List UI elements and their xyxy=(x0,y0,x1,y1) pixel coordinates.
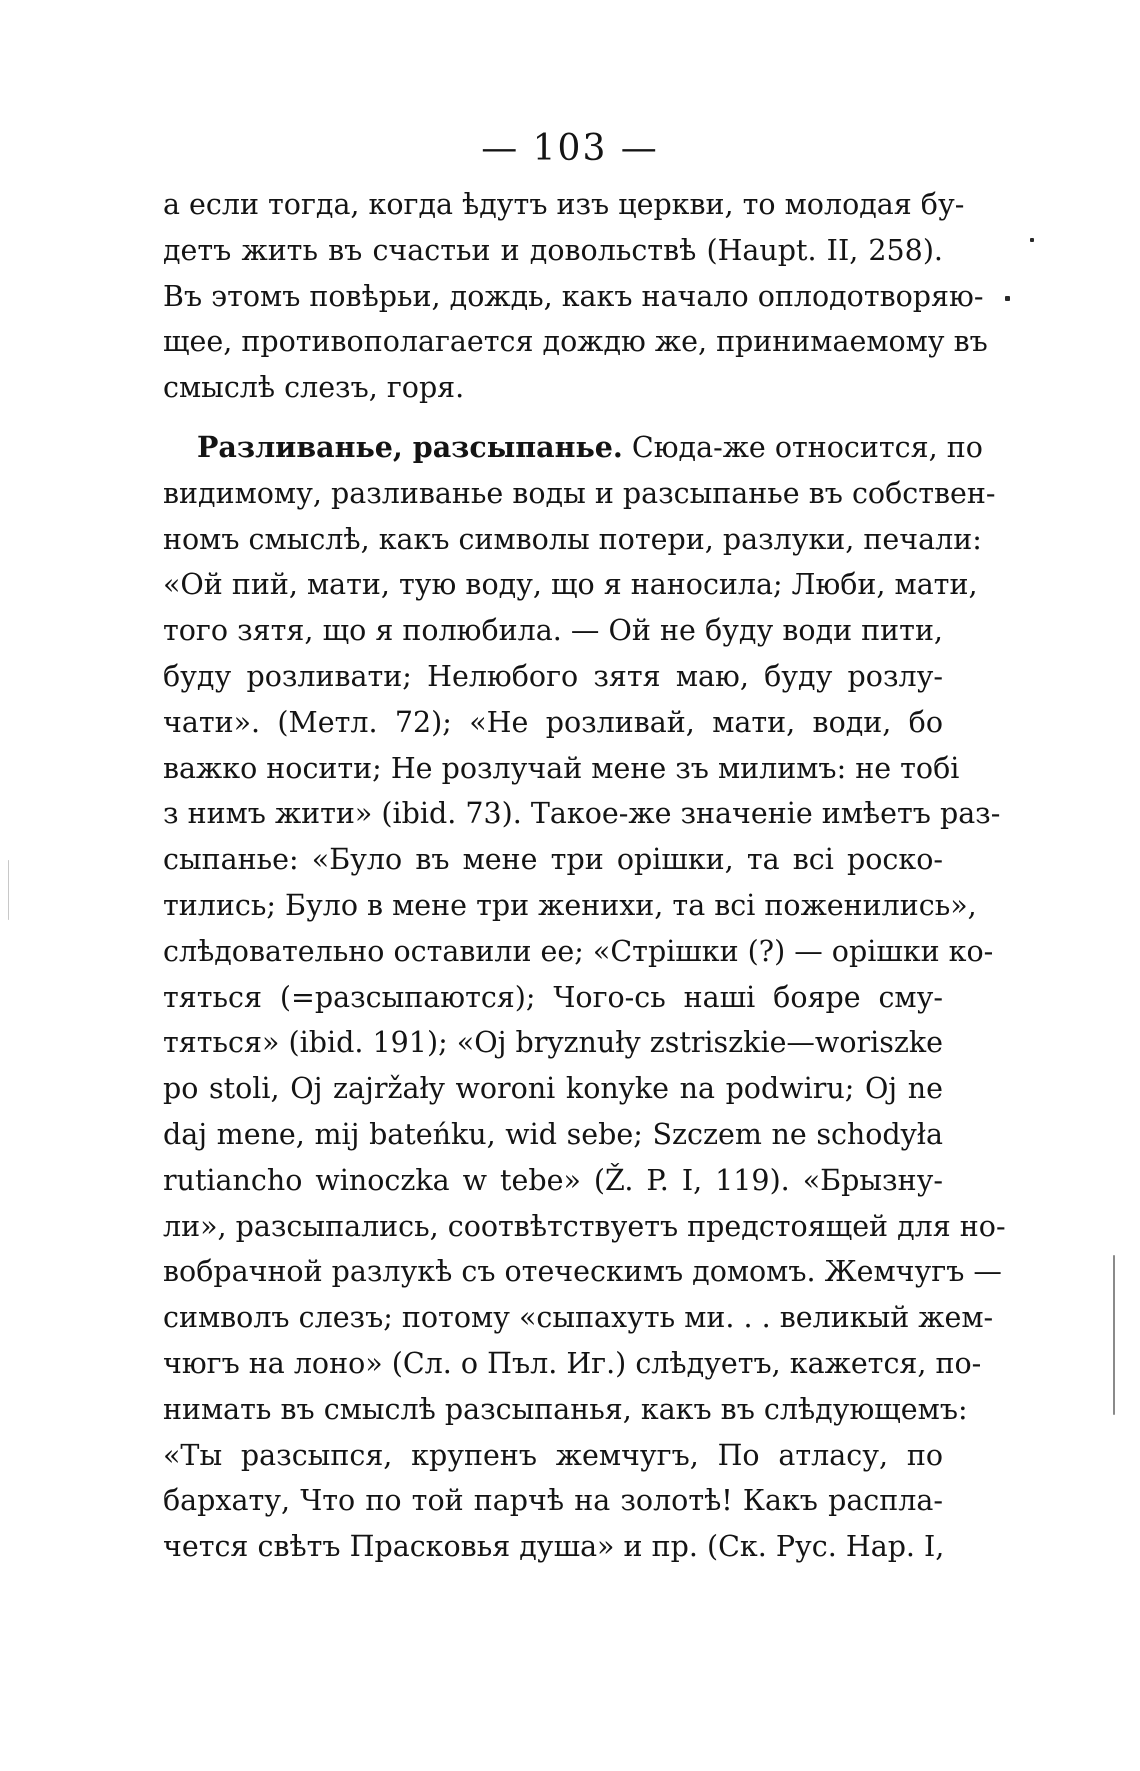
page-number: — 103 — xyxy=(481,128,659,169)
text-line: буду розливати; Нелюбого зятя маю, буду розлу- xyxy=(163,659,943,693)
heading-line-rest: Сюда-же относится, по xyxy=(622,430,983,464)
scan-mark xyxy=(1113,1255,1115,1415)
paragraph-2 xyxy=(163,425,1006,1570)
scan-mark xyxy=(1005,296,1010,301)
text-line: чати». (Метл. 72); «Не розливай, мати, води, бо xyxy=(163,705,943,739)
text-line: rutiancho winoczka w tebe» (Ž. P. I, 119). «Брызну- xyxy=(163,1163,943,1197)
text-line: номъ смыслѣ, какъ символы потери, разлуки, печали: xyxy=(163,522,982,556)
text-line: тились; Було в мене три женихи, та всі поженились», xyxy=(163,888,977,922)
text-line: вобрачной разлукѣ съ отеческимъ домомъ. Жемчугъ — xyxy=(163,1255,1002,1289)
text-line: «Ты разсыпся, крупенъ жемчугъ, По атласу, по xyxy=(163,1438,943,1472)
text-line: ли», разсыпались, соотвѣтствуетъ предстоящей для но- xyxy=(163,1209,1006,1243)
text-line: того зятя, що я полюбила. — Ой не буду води пити, xyxy=(163,614,943,648)
text-line: чюгъ на лоно» (Сл. о Пъл. Иг.) слѣдуетъ, кажется, по- xyxy=(163,1346,982,1380)
text-line: смыслѣ слезъ, горя. xyxy=(163,371,465,405)
text-line: тяться (=разсыпаются); Чого-сь наші бояре сму- xyxy=(163,980,943,1014)
section-heading: Разливанье, разсыпанье. xyxy=(197,429,623,464)
text-line: видимому, разливанье воды и разсыпанье въ собствен- xyxy=(163,476,996,510)
text-line: нимать въ смыслѣ разсыпанья, какъ въ слѣдующемъ: xyxy=(163,1392,968,1426)
text-line: бархату, Что по той парчѣ на золотѣ! Какъ распла- xyxy=(163,1484,943,1518)
text-line: символъ слезъ; потому «сыпахуть ми. . . великый жем- xyxy=(163,1301,994,1335)
text-line: слѣдовательно оставили ее; «Стрішки (?) — орішки ко- xyxy=(163,934,994,968)
text-line-first xyxy=(163,425,983,471)
text-line: важко носити; Не розлучай мене зъ милимъ: не тобі xyxy=(163,751,960,785)
text-line: «Ой пий, мати, тую воду, що я наносила; Люби, мати, xyxy=(163,568,978,602)
scan-mark xyxy=(8,860,9,920)
text-line: сыпанье: «Було въ мене три орішки, та всі роско- xyxy=(163,843,943,877)
text-line: daj mene, mij bateńku, wid sebe; Szczem ne schodyła xyxy=(163,1117,943,1151)
text-line: з нимъ жити» (ibid. 73). Такое-же значеніе имѣетъ раз- xyxy=(163,797,1001,831)
text-line: po stoli, Oj zajržały woroni konyke na podwiru; Oj ne xyxy=(163,1072,943,1106)
text-line: чется свѣтъ Прасковья душа» и пр. (Ск. Рус. Нар. I, xyxy=(163,1530,945,1564)
text-line: щее, противополагается дождю же, принимаемому въ xyxy=(163,325,988,359)
text-line: Въ этомъ повѣрьи, дождь, какъ начало оплодотворяю- xyxy=(163,279,984,313)
text-line: а если тогда, когда ѣдутъ изъ церкви, то молодая бу- xyxy=(163,188,965,221)
paragraph-1 xyxy=(163,182,988,411)
text-line: тяться» (ibid. 191); «Oj bryznuły zstriszkie—woriszke xyxy=(163,1026,943,1060)
text-line: детъ жить въ счастьи и довольствѣ (Haupt. II, 258). xyxy=(163,233,943,267)
scan-mark xyxy=(1030,238,1034,242)
body-text xyxy=(163,182,1006,1570)
